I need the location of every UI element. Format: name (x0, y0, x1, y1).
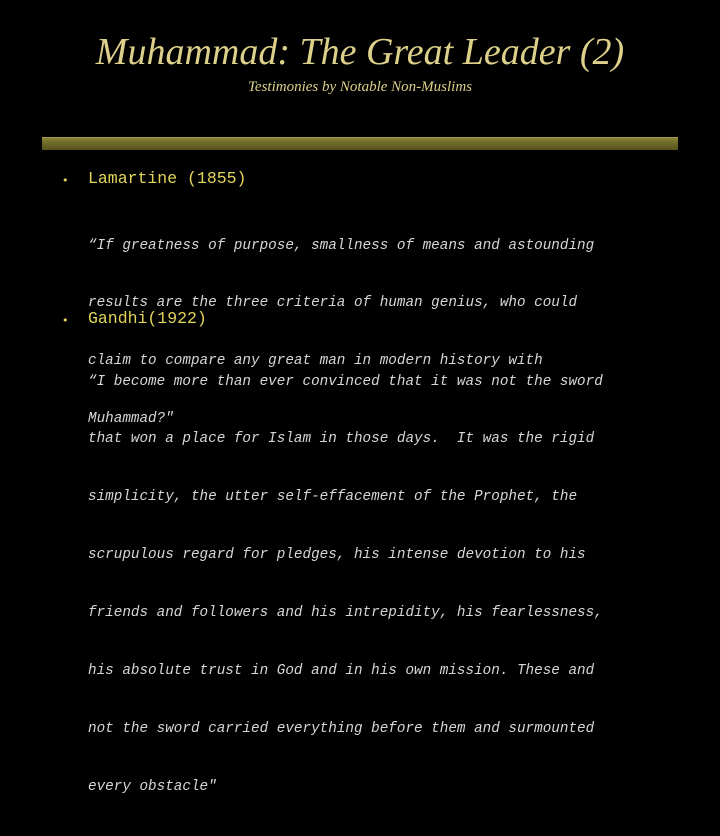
bullet-dot-icon: • (62, 174, 69, 187)
testimony-heading: Gandhi(1922) (88, 309, 207, 328)
quote-line: claim to compare any great man in modern history with (88, 353, 543, 370)
quote-line: results are the three criteria of human genius, who could (88, 295, 578, 312)
quote-line: scrupulous regard for pledges, his intense devotion to his (88, 547, 586, 564)
quote-line: simplicity, the utter self-effacement of the Prophet, the (88, 489, 578, 506)
quote-line: every obstacle" (88, 778, 217, 795)
quote-line: “If greatness of purpose, smallness of means and astounding (88, 237, 595, 254)
quote-line: not the sword carried everything before them and surmounted (88, 720, 595, 737)
testimony-heading: Lamartine (1855) (88, 169, 247, 188)
quote-line: friends and followers and his intrepidity, his fearlessness, (88, 605, 603, 622)
quote-line: that won a place for Islam in those days. It was the rigid (88, 431, 595, 448)
quote-line: “I become more than ever convinced that it was not the sword (88, 373, 603, 390)
bullet-dot-icon: • (62, 314, 69, 327)
slide-subtitle: Testimonies by Notable Non-Muslims (247, 79, 473, 95)
testimony-quote (88, 334, 603, 836)
slide-title: Muhammad: The Great Leader (2) (95, 31, 625, 73)
title-divider-bar (42, 137, 678, 150)
quote-line: Muhammad?" (88, 411, 174, 428)
quote-line: his absolute trust in God and in his own mission. These and (88, 663, 595, 680)
